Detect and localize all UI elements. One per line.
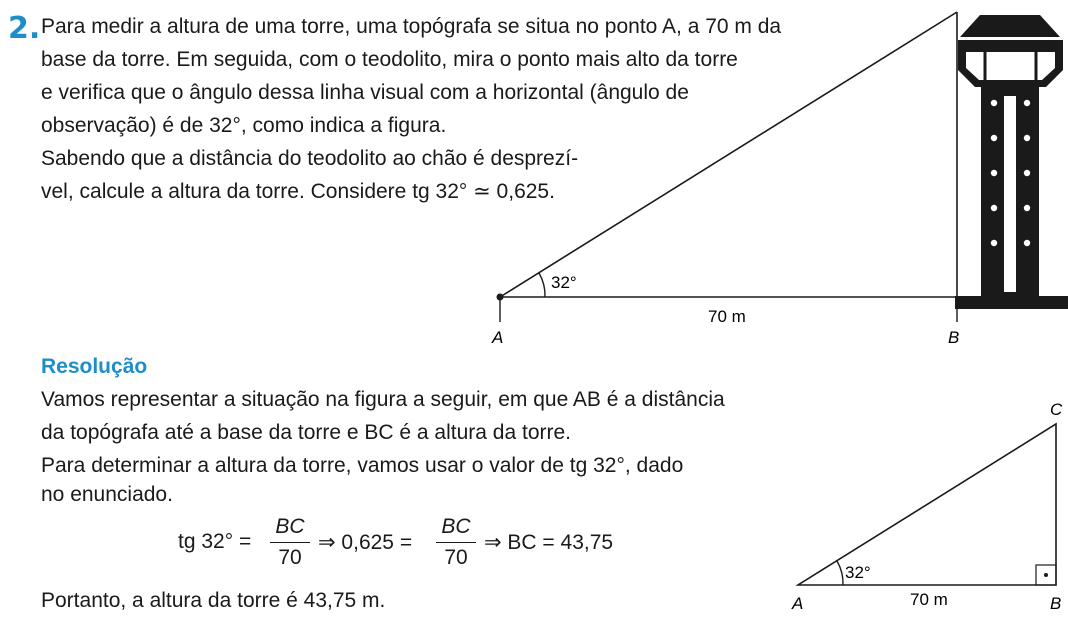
problem-line-2: base da torre. Em seguida, com o teodolito, mira o ponto mais alto da torre bbox=[41, 48, 738, 71]
fig1-distance-label: 70 m bbox=[708, 307, 746, 326]
fraction-1-numerator: BC bbox=[275, 515, 305, 538]
conclusion: Portanto, a altura da torre é 43,75 m. bbox=[41, 589, 386, 612]
fig1-point-a: A bbox=[492, 328, 504, 347]
resolution-heading: Resolução bbox=[41, 355, 148, 378]
fig1-angle-label: 32° bbox=[551, 273, 577, 292]
fig1-point-b: B bbox=[948, 328, 960, 347]
resolution-line-4: no enunciado. bbox=[41, 483, 173, 506]
problem-line-5: Sabendo que a distância do teodolito ao chão é desprezí- bbox=[41, 147, 579, 170]
problem-line-6: vel, calcule a altura da torre. Considere tg 32° ≃ 0,625. bbox=[41, 180, 555, 203]
equation-lhs: tg 32° = bbox=[178, 530, 252, 553]
fig2-angle-label: 32° bbox=[845, 563, 871, 582]
equation-middle: ⇒ 0,625 = bbox=[318, 531, 413, 554]
fig2-distance-label: 70 m bbox=[910, 590, 948, 609]
fraction-1-denominator: 70 bbox=[278, 546, 302, 569]
fig2-point-b: B bbox=[1050, 594, 1062, 613]
equation-fraction-1 bbox=[270, 514, 310, 571]
resolution-line-1: Vamos representar a situação na figura a seguir, em que AB é a distância bbox=[41, 388, 725, 411]
resolution-line-3: Para determinar a altura da torre, vamos usar o valor de tg 32°, dado bbox=[41, 454, 684, 477]
triangle-figure bbox=[780, 395, 1068, 627]
problem-line-3: e verifica que o ângulo dessa linha visual com a horizontal (ângulo de bbox=[41, 81, 689, 104]
fraction-2-numerator: BC bbox=[441, 515, 471, 538]
resolution-line-2: da topógrafa até a base da torre e BC é a altura da torre. bbox=[41, 421, 572, 444]
tower-icon bbox=[955, 15, 1068, 309]
equation-fraction-2 bbox=[436, 514, 476, 571]
problem-line-4: observação) é de 32°, como indica a figura. bbox=[41, 114, 447, 137]
fraction-2-denominator: 70 bbox=[444, 546, 468, 569]
fig2-point-a: A bbox=[792, 594, 804, 613]
fig2-point-c: C bbox=[1050, 400, 1063, 419]
problem-number: 2. bbox=[8, 11, 41, 46]
equation-result: ⇒ BC = 43,75 bbox=[484, 531, 614, 554]
problem-line-1: Para medir a altura de uma torre, uma topógrafa se situa no ponto A, a 70 m da bbox=[41, 15, 782, 38]
